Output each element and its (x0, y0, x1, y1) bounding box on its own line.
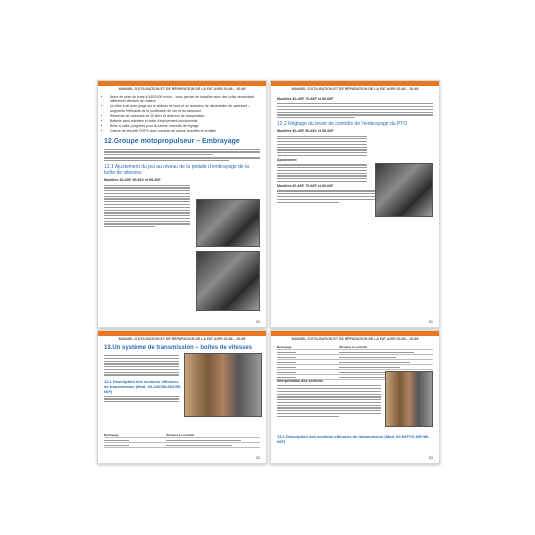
parts-table (104, 433, 260, 448)
section-title: 13.Un système de transmission – boîtes de vitesses (104, 345, 253, 351)
section-title: 12.Groupe motopropulseur – Embrayage (104, 137, 240, 145)
manual-page-52 (97, 330, 267, 464)
table-header: Nettoyage (104, 433, 119, 437)
transmission-cross-section (184, 353, 262, 417)
page-number: 52 (256, 456, 260, 460)
list-item: • Batterie sans entretien et boîte d'équipement fonctionnelle (110, 119, 260, 123)
feature-list (104, 95, 260, 134)
paragraph (104, 157, 260, 161)
clutch-linkage-photo (196, 251, 260, 311)
page-header-text: MANUEL D'UTILISATION ET DE RÉPARATION DE LA FAT AGRI 20-66 – 20-66 (118, 87, 246, 91)
paragraph (104, 355, 179, 376)
manual-page-53 (270, 330, 440, 464)
table-header: Nettoyage (277, 345, 292, 349)
page-header-bar (271, 81, 439, 86)
manual-page-51 (270, 80, 440, 328)
clutch-pedal-photo (196, 199, 260, 247)
page-number: 50 (256, 320, 260, 324)
list-item: • Arbre de prise de force à 540/1000 tr/min – vous permet de travailler avec des outils nécessitant différentes vitesses de rotation (110, 95, 260, 103)
models-label: Modèles 40-40F, 70-66F et 80-66F (277, 97, 334, 101)
page-header-text: MANUEL D'UTILISATION ET DE RÉPARATION DE LA FAT AGRI 20-66 – 20-66 (291, 337, 419, 341)
list-item: • Un filtre à air avec jauge sur le tableau de bord et un recenteur de décantation de carburant – augmente l'efficacité de la purification de l'air et du carburant (110, 104, 260, 112)
subsection-title: 13.2 Description des sections efficaces de transmission (Mod. 60-66F/70-66F/80-66F) (277, 434, 430, 444)
transmission-cross-section (385, 371, 433, 427)
instruction-text (104, 185, 190, 228)
page-header-bar (98, 81, 266, 86)
pto-lever-photo (375, 163, 433, 217)
paragraph (104, 149, 260, 156)
page-header-text: MANUEL D'UTILISATION ET DE RÉPARATION DE LA FAT AGRI 20-66 – 20-66 (118, 337, 246, 341)
list-item: • Boîte à outils, poignées pour la cabine, manette de réglage (110, 124, 260, 128)
paragraph (277, 103, 433, 118)
table-header: Élément à contrôler (339, 345, 368, 349)
adjustment-label: Ajustement (277, 158, 297, 163)
interpretation-label: Interprétation des sections (277, 379, 323, 383)
subsection-title: 12.1 Ajustement du jeu au niveau de la pédale d'embrayage de la boîte de vitesses (104, 164, 249, 177)
models-label: Modèles 60-66F, 70-66F et 80-66F (277, 184, 334, 189)
subsection-title: 12.2 Réglage du levier de contrôle de l'embrayage du PTO (277, 121, 408, 128)
table-header: Élément à contrôler (166, 433, 195, 437)
page-header-text: MANUEL D'UTILISATION ET DE RÉPARATION DE LA FAT AGRI 20-66 – 20-66 (291, 87, 419, 91)
instruction-text (277, 164, 367, 182)
paragraph (277, 385, 381, 417)
page-number: 51 (429, 320, 433, 324)
page-header-bar (271, 331, 439, 336)
page-header-bar (98, 331, 266, 336)
instruction-text (277, 136, 367, 157)
paragraph (104, 396, 179, 403)
subsection-title: 13.1 Description des sections efficaces de transmission (Mod. 40-44V/55-66V/55-66F) (104, 378, 182, 394)
manual-page-50 (97, 80, 267, 328)
list-item: • Réservoir de carburant de 45 litres et réservoir de récupération (110, 114, 260, 118)
page-number: 53 (429, 456, 433, 460)
models-label: Modèles 40-40F, 50-66V et 55-66F (277, 129, 334, 134)
models-label: Modèles 40-40F, 50-66V et 55-66F (104, 178, 161, 183)
list-item: • Cabine de sécurité ROPS avec conseils de cabine chauffée et ventilée (110, 129, 260, 133)
